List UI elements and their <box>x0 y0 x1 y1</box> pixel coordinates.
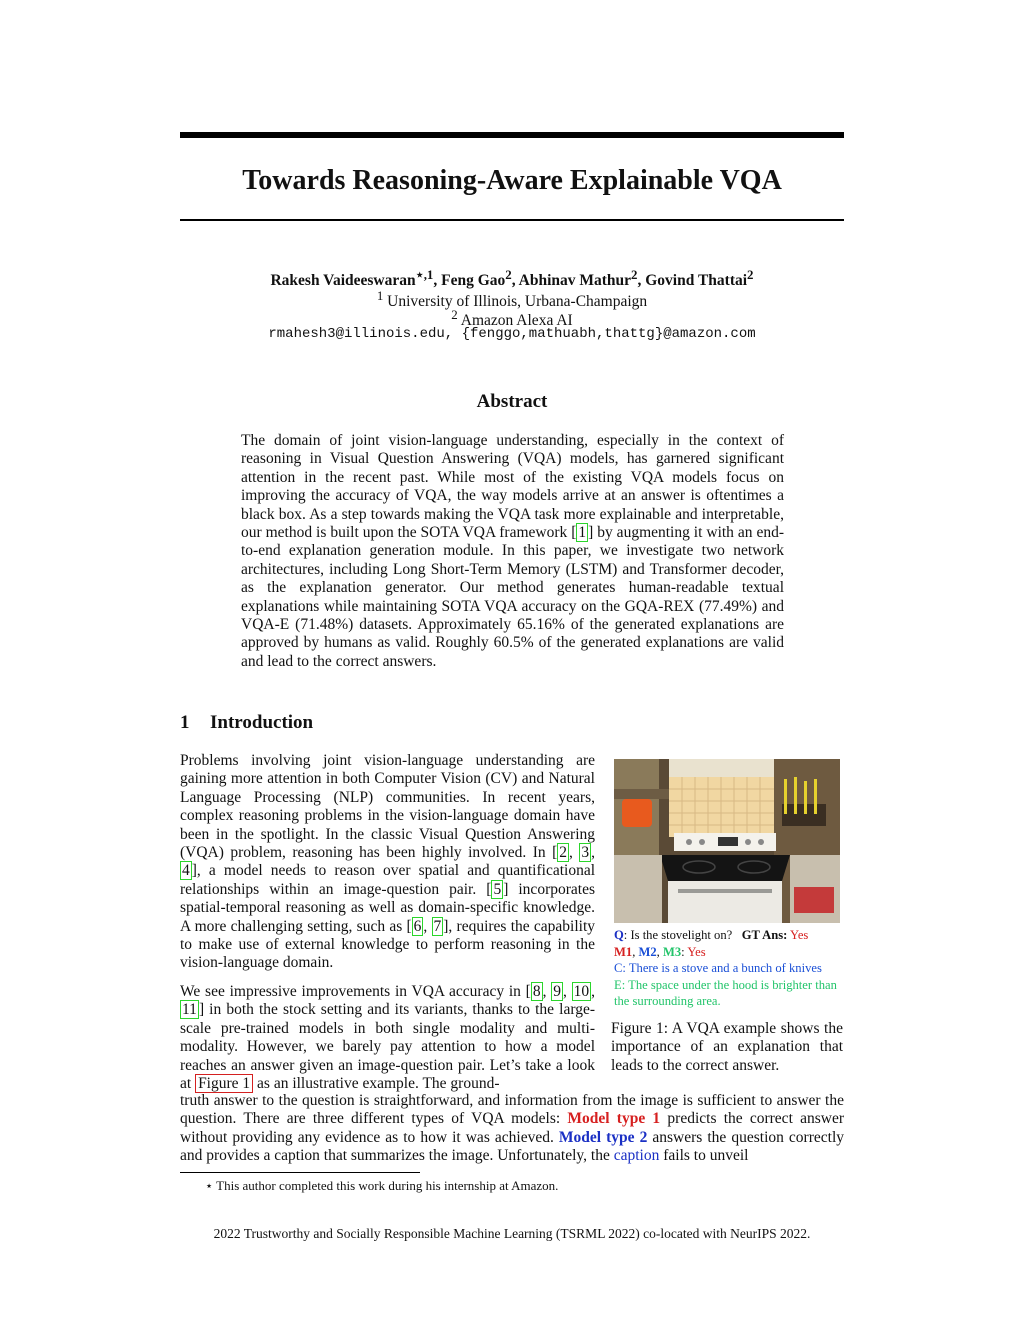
author-name: Govind Thattai <box>645 272 748 290</box>
models-answer: Yes <box>687 945 706 959</box>
model-3-label: M3 <box>662 945 682 959</box>
section-heading <box>180 711 313 735</box>
paper-title: Towards Reasoning-Aware Explainable VQA <box>242 165 782 196</box>
title-bottom-rule <box>180 219 844 221</box>
citation-link[interactable]: 1 <box>578 524 587 542</box>
author-emails: rmahesh3@illinois.edu, {fenggo,mathuabh,thattg}@amazon.com <box>268 326 756 342</box>
affiliation-1: $^1$ University of Illinois, Urbana-Champaign <box>376 288 648 311</box>
figure-1-caption: Figure 1: A VQA example shows the importance of an explanation that leads to the correct answer. <box>611 1020 843 1074</box>
figure-caption-line <box>614 960 846 976</box>
citation-link[interactable]: 3 <box>581 844 590 862</box>
intro-paragraph-2: We see impressive improvements in VQA accuracy in [ 8 , 9 , 10 , 11 ] in both the stock setting and its variants, thanks to the large-scale pre-trained models in both single modality and multi-modality. However, we barely pay attention to how a model reaches an answer given an image-question pair. Let’s take a look at Figure 1 as an illustrative example. The ground- <box>180 983 596 1093</box>
author-sup: 2 <box>747 267 754 282</box>
intro-paragraph-3: truth answer to the question is straightforward, and information from the image is sufficient to answer the question. There are three different types of VQA models: Model type 1 predicts the correct answer without providing any evidence as to how it was achieved. Model type 2 answers the question correctly and provides a caption that summarizes the image. Unfortunately, the caption fails to unveil <box>180 1092 844 1165</box>
abstract-body: The domain of joint vision-language understanding, especially in the context of reasoning in Visual Question Answering (VQA) models, has garnered significant attention in the recent past. While most of the existing VQA models focus on improving the accuracy of VQA, the way models arrive at an answer is oftentimes a black box. As a step towards making the VQA task more explainable and interpretable, our method is built upon the SOTA VQA framework [ 1 ] by augmenting it with an end-to-end explanation generation module. In this paper, we investigate two network architectures, including Long Short-Term Memory (LSTM) and Transformer decoder, as the explanation generator. Our method generates human-readable textual explanations while maintaining SOTA VQA accuracy on the GQA-REX (77.49%) and VQA-E (71.48%) datasets. Approximately 65.16% of the generated explanations are approved by humans as valid. Roughly 60.5% of the generated explanations are valid and lead to the correct answers. <box>241 432 784 670</box>
citation-link[interactable]: 9 <box>553 983 561 1000</box>
intro-paragraph-1: Problems involving joint vision-language understanding are gaining more attention in both Computer Vision (CV) and Natural Language Processing (NLP) communities. In recent years, complex reasoning problems in the vision-language domain have been in the spotlight. In the classic Visual Question Answering (VQA) problem, reasoning has been highly involved. In [ 2 , 3 , 4 ], a model needs to reason over spatial and quantificational relationships within an image-question pair. [ 5 ] incorporates spatial-temporal reasoning as well as domain-specific knowledge. A more challenging setting, such as [ 6 , 7 ], requires the capability to make use of external knowledge to perform reasoning in the vision-language domain. <box>180 752 596 972</box>
section-number: 1 <box>180 712 190 733</box>
abstract-heading: Abstract <box>476 391 548 412</box>
footnote-rule <box>180 1172 420 1173</box>
footnote-mark: ⋆ <box>205 1178 214 1193</box>
figure-question-line <box>614 927 846 943</box>
citation-link[interactable]: 8 <box>532 983 541 1000</box>
affiliation-2: $^2$ Amazon Alexa AI <box>451 307 573 330</box>
figure-1-image <box>614 759 840 923</box>
question-text: : Is the stovelight on? <box>623 928 733 942</box>
model-2-label: M2 <box>638 945 657 959</box>
footnote <box>205 1178 558 1194</box>
model-1-label: M1 <box>614 945 633 959</box>
figure-explanation-line <box>614 977 846 1010</box>
model-type-2-highlight: Model type 2 <box>558 1128 648 1146</box>
author-sup: 2 <box>505 267 512 282</box>
gt-answer-value: Yes <box>790 928 809 942</box>
author-sup: ⋆,1 <box>415 267 434 282</box>
citation-link[interactable]: 5 <box>493 880 502 898</box>
caption-text: : There is a stove and a bunch of knives <box>622 961 822 975</box>
explanation-text: : The space under the hood is brighter than the surrounding area. <box>614 978 837 1009</box>
citation-link[interactable]: 2 <box>559 844 568 862</box>
figure-model-line: M1, M2, M3: Yes <box>614 945 706 959</box>
figure-reference-link[interactable]: Figure 1 <box>195 1074 253 1093</box>
author-list: Rakesh Vaideeswaran$^{⋆,1}$, Feng Gao$^2$, Abhinav Mathur$^2$, Govind Thattai$^2$ <box>270 267 754 290</box>
caption-label: C <box>614 961 623 975</box>
author-name: Abhinav Mathur <box>518 272 632 290</box>
title-top-rule <box>180 132 844 138</box>
stove-photo-icon <box>614 759 840 923</box>
citation-link[interactable]: 10 <box>573 983 590 1000</box>
question-label: Q <box>614 928 624 942</box>
author-sup: 2 <box>631 267 638 282</box>
section-title: Introduction <box>210 712 314 733</box>
model-type-1-highlight: Model type 1 <box>567 1110 661 1128</box>
citation-link[interactable]: 4 <box>182 862 190 880</box>
explanation-label: E <box>614 978 622 992</box>
author-name: Feng Gao <box>441 272 506 290</box>
citation-link[interactable]: 6 <box>413 917 422 935</box>
caption-highlight: caption <box>613 1147 660 1165</box>
footnote-text: This author completed this work during his internship at Amazon. <box>216 1178 559 1193</box>
venue-footer: 2022 Trustworthy and Socially Responsible Machine Learning (TSRML 2022) co-located with NeurIPS 2022. <box>213 1226 811 1241</box>
gt-answer-label: GT Ans: <box>741 928 788 942</box>
author-name: Rakesh Vaideeswaran <box>270 272 416 290</box>
citation-link[interactable]: 7 <box>433 917 442 935</box>
citation-link[interactable]: 11 <box>182 1001 197 1019</box>
